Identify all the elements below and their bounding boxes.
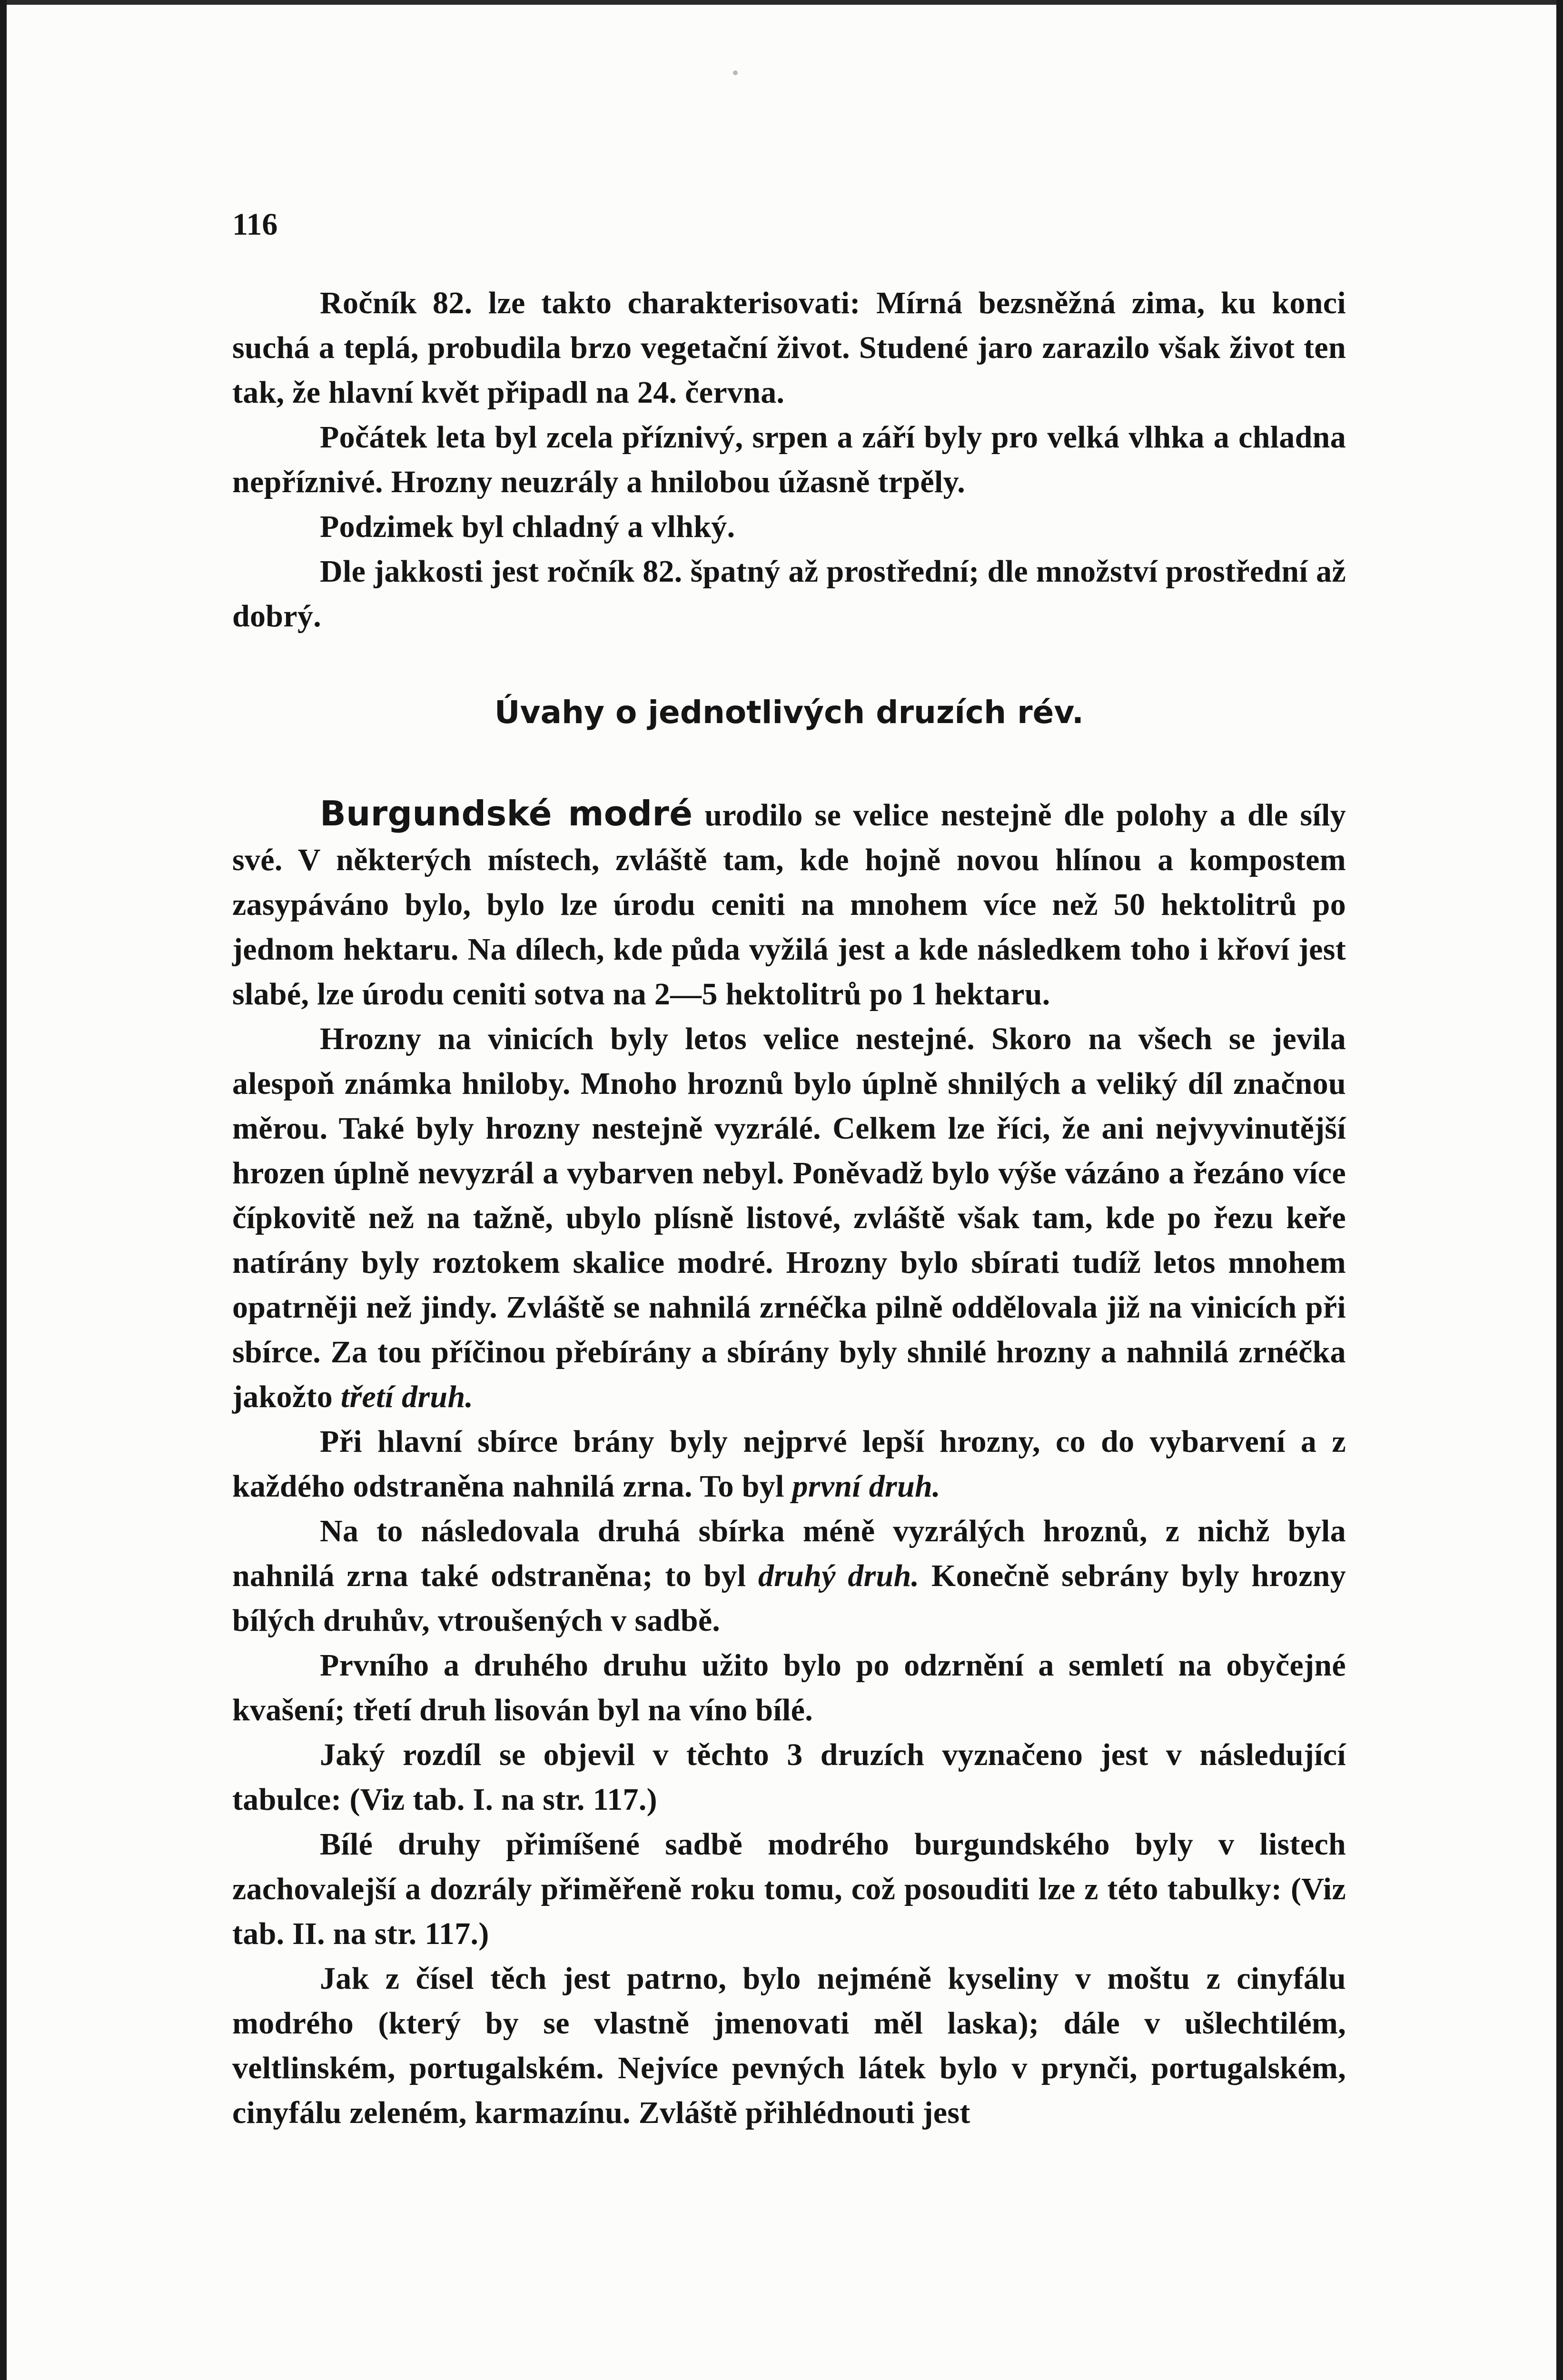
section-heading: Úvahy o jednotlivých druzích rév. — [494, 694, 1084, 731]
lead-term: Burgundské modré — [320, 793, 693, 833]
italic-term: druhý druh. — [758, 1558, 920, 1593]
paragraph-text: Konečně sebrány byly hrozny bílých druhův, vtroušených v sadbě. — [232, 1558, 1346, 1638]
paragraph: Prvního a druhého druhu užito bylo po odzrnění a semletí na obyčejné kvašení; třetí druh lisován byl na víno bílé. — [232, 1648, 1346, 1727]
paragraph-text: Při hlavní sbírce brány byly nejprvé lepší hrozny, co do vybarvení a z každého odstraněna nahnilá zrna. To byl — [232, 1424, 1346, 1504]
paragraph-text: Na to následovala druhá sbírka méně vyzrálých hroznů, z nichž byla nahnilá zrna také odstraněna; to byl — [232, 1514, 1346, 1593]
paragraph: Jaký rozdíl se objevil v těchto 3 druzích vyznačeno jest v následující tabulce: (Viz tab. I. na str. 117.) — [232, 1737, 1346, 1817]
paragraph — [232, 1509, 1346, 1643]
paragraph: Jak z čísel těch jest patrno, bylo nejméně kyseliny v moštu z cinyfálu modrého (který by se vlastně jmenovati měl laska); dále v ušlechtilém, veltlinském, portugalském. Nejvíce pevných látek bylo v prynči, portugalském, cinyfálu zeleném, karmazínu. Zvláště přihlédnouti jest — [232, 1961, 1346, 2130]
scan-edge-right — [1556, 0, 1563, 2380]
paragraph-text: Hrozny na vinicích byly letos velice nestejné. Skoro na všech se jevila alespoň známka hniloby. Mnoho hroznů bylo úplně shnilých a veliký díl značnou měrou. Také byly hrozny nestejně vyzrálé. Celkem lze říci, že ani nejvyvinutější hrozen úplně nevyzrál a vybarven nebyl. Poněvadž bylo výše vázáno a řezáno více čípkovitě než na tažně, ubylo plísně listové, zvláště však tam, kde po řezu keře natírány byly roztokem skalice modré. Hrozny bylo sbírati tudíž letos mnohem opatrněji než jindy. Zvláště se nahnilá zrnéčka pilně oddělovala již na vinicích při sbírce. Za tou příčinou přebírány a sbírány byly shnilé hrozny a nahnilá zrnéčka jakožto — [232, 1021, 1346, 1414]
italic-term: třetí druh. — [340, 1379, 474, 1414]
scan-edge-left — [0, 0, 7, 2380]
paragraph: Bílé druhy přimíšené sadbě modrého burgundského byly v listech zachovalejší a dozrály přiměřeně roku tomu, což posouditi lze z této tabulky: (Viz tab. II. na str. 117.) — [232, 1827, 1346, 1951]
page-body — [232, 281, 1346, 2135]
scan-speck — [733, 70, 738, 75]
paragraph — [232, 1017, 1346, 1419]
paragraph — [232, 791, 1346, 1017]
paragraph: Ročník 82. lze takto charakterisovati: Mírná bezsněžná zima, ku konci suchá a teplá, probudila brzo vegetační život. Studené jaro zarazilo však život ten tak, že hlavní květ připadl na 24. června. — [232, 286, 1346, 410]
paragraph-text: urodilo se velice nestejně dle polohy a dle síly své. V některých místech, zvláště tam, kde hojně novou hlínou a kompostem zasypáváno bylo, bylo lze úrodu ceniti na mnohem více než 50 hektolitrů po jednom hektaru. Na dílech, kde půda vyžilá jest a kde následkem toho i křoví jest slabé, lze úrodu ceniti sotva na 2—5 hektolitrů po 1 hektaru. — [232, 798, 1346, 1012]
italic-term: první druh. — [792, 1469, 940, 1504]
paragraph — [232, 1419, 1346, 1509]
paragraph: Dle jakkosti jest ročník 82. špatný až prostřední; dle množství prostřední až dobrý. — [232, 554, 1346, 634]
paragraph: Počátek leta byl zcela příznivý, srpen a září byly pro velká vlhka a chladna nepříznivé. Hrozny neuzrály a hnilobou úžasně trpěly. — [232, 420, 1346, 499]
page-number: 116 — [232, 207, 278, 242]
paragraph: Podzimek byl chladný a vlhký. — [320, 509, 735, 544]
scan-edge-top — [0, 0, 1563, 5]
